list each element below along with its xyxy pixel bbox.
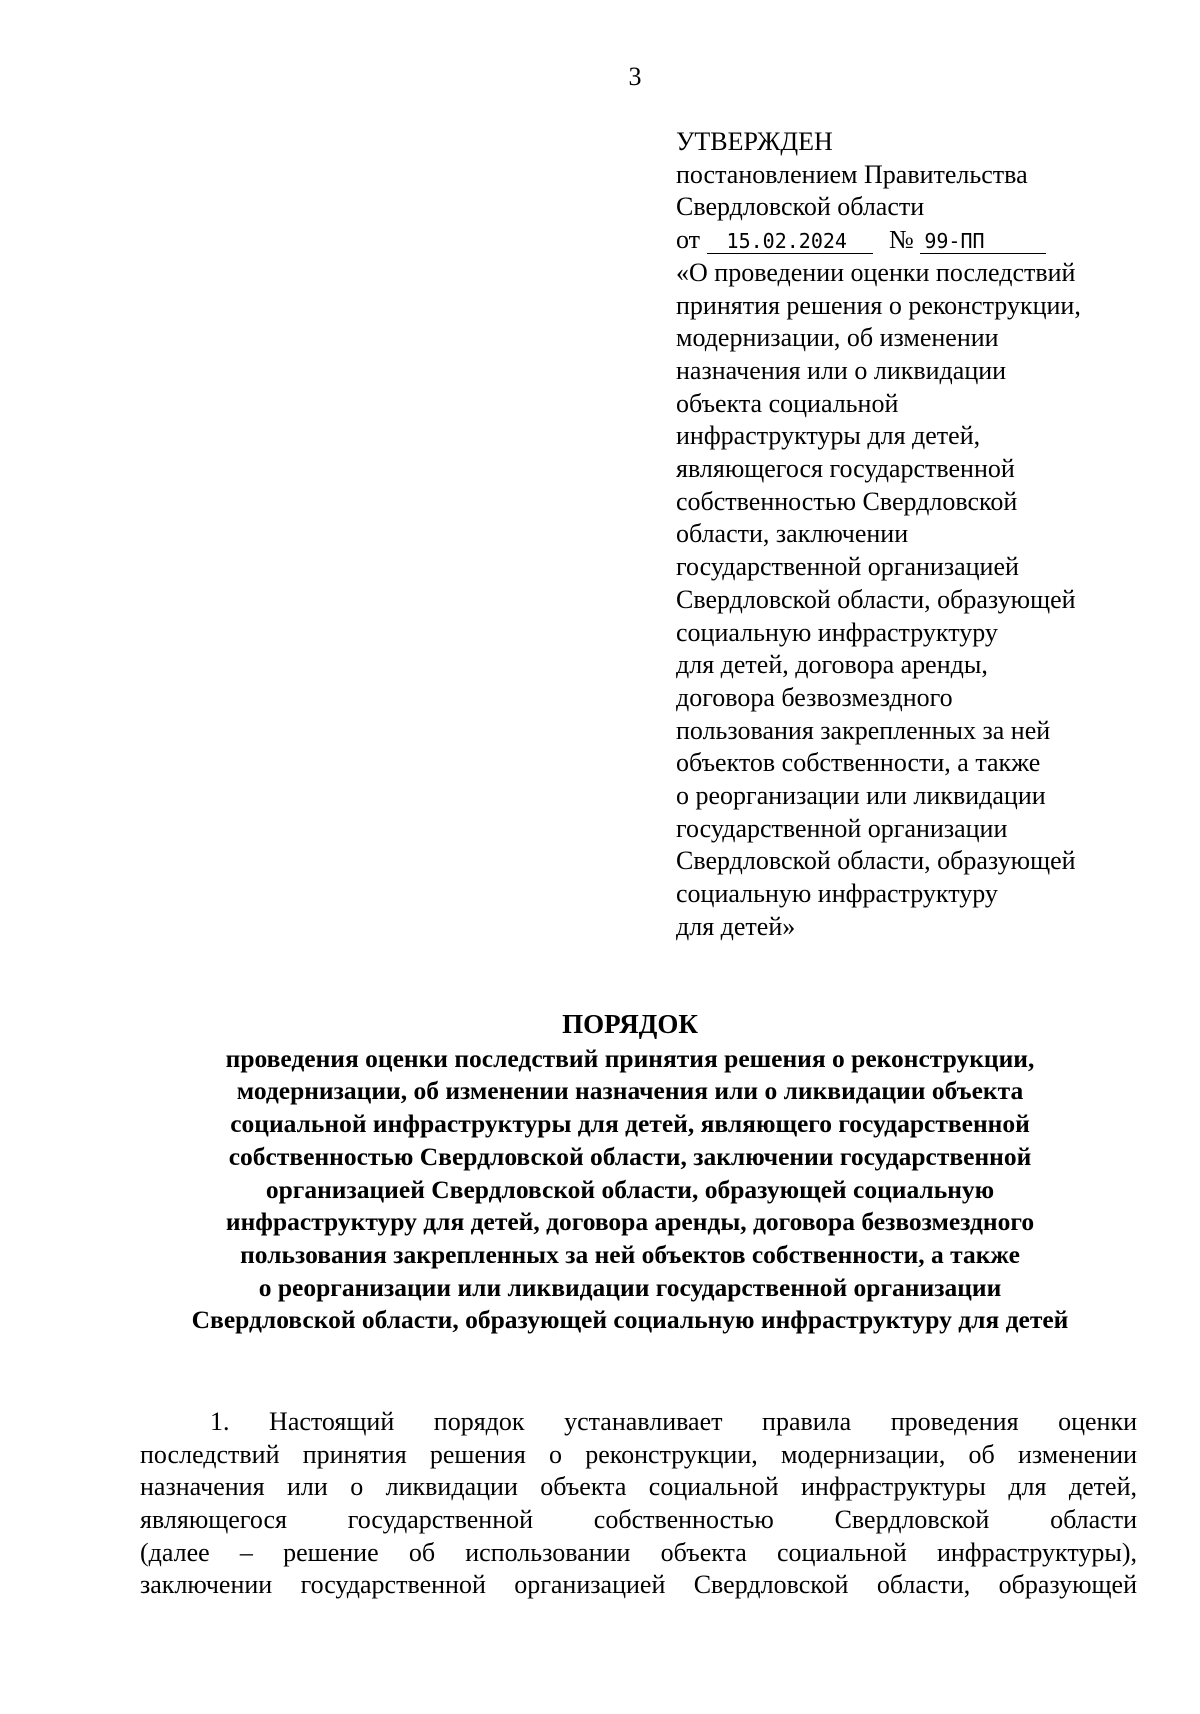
approval-title-line: объекта социальной <box>676 388 899 418</box>
approval-line-2: Свердловской области <box>676 192 925 222</box>
document-heading: ПОРЯДОК <box>562 1009 698 1039</box>
document-title-line: собственностью Свердловской области, заключении государственной <box>228 1141 1032 1171</box>
paragraph-line: назначения или о ликвидации объекта социальной инфраструктуры для детей, <box>140 1472 1137 1502</box>
document-reference <box>676 224 1176 257</box>
document-title-line: пользования закрепленных за ней объектов собственности, а также <box>240 1239 1020 1269</box>
document-title <box>130 1008 1130 1337</box>
approval-title-line: Свердловской области, образующей <box>676 584 1076 614</box>
approval-title-line: пользования закрепленных за ней <box>676 715 1051 745</box>
document-title-line: проведения оценки последствий принятия решения о реконструкции, <box>225 1043 1035 1073</box>
document-title-line: о реорганизации или ликвидации государственной организации <box>258 1272 1002 1302</box>
approval-status: УТВЕРЖДЕН <box>676 127 833 156</box>
approval-title-line: государственной организацией <box>676 552 1019 582</box>
number-field <box>920 228 1046 254</box>
approval-title-line: для детей» <box>676 911 796 941</box>
approval-act-title <box>676 257 1176 944</box>
document-title-line: Свердловской области, образующей социальную инфраструктуру для детей <box>191 1305 1069 1335</box>
date-field <box>707 228 873 254</box>
date-prefix: от <box>676 225 701 255</box>
document-title-line: организацией Свердловской области, образующей социальную <box>265 1174 995 1204</box>
approval-title-line: о реорганизации или ликвидации <box>676 781 1046 811</box>
paragraph-line: являющегося государственной собственностью Свердловской области <box>140 1505 1137 1535</box>
number-prefix: № <box>889 225 914 255</box>
paragraph-line: последствий принятия решения о реконструкции, модернизации, об изменении <box>140 1439 1137 1469</box>
page-number: 3 <box>628 62 642 91</box>
document-title-line: социальной инфраструктуры для детей, являющего государственной <box>230 1109 1030 1139</box>
approval-title-line: договора безвозмездного <box>676 682 953 712</box>
approval-title-line: назначения или о ликвидации <box>676 355 1007 385</box>
approval-title-line: инфраструктуры для детей, <box>676 421 981 451</box>
approval-stamp-block <box>676 126 1176 944</box>
approval-title-line: социальную инфраструктуру <box>676 617 998 647</box>
date-value: 15.02.2024 <box>726 229 847 254</box>
approval-title-line: модернизации, об изменении <box>676 323 999 353</box>
number-value: 99-ПП <box>924 229 985 254</box>
paragraph-line: (далее – решение об использовании объекта социальной инфраструктуры), <box>140 1537 1137 1567</box>
paragraph-line: заключении государственной организацией Свердловской области, образующей <box>140 1570 1137 1600</box>
approval-title-line: для детей, договора аренды, <box>676 650 988 680</box>
document-title-line: инфраструктуру для детей, договора аренды, договора безвозмездного <box>225 1207 1035 1237</box>
approval-line-1: постановлением Правительства <box>676 159 1028 189</box>
approval-title-line: Свердловской области, образующей <box>676 846 1076 876</box>
approval-title-line: являющегося государственной <box>676 454 1015 484</box>
approval-title-line: государственной организации <box>676 813 1008 843</box>
paragraph-1 <box>140 1406 1137 1602</box>
document-title-line: модернизации, об изменении назначения или о ликвидации объекта <box>236 1076 1024 1106</box>
approval-title-line: области, заключении <box>676 519 909 549</box>
paragraph-line: 1. Настоящий порядок устанавливает правила проведения оценки <box>210 1407 1137 1436</box>
approval-title-line: объектов собственности, а также <box>676 748 1041 778</box>
approval-title-line: принятия решения о реконструкции, <box>676 290 1081 320</box>
approval-title-line: «О проведении оценки последствий <box>676 257 1076 287</box>
approval-title-line: социальную инфраструктуру <box>676 879 998 909</box>
approval-title-line: собственностью Свердловской <box>676 486 1018 516</box>
